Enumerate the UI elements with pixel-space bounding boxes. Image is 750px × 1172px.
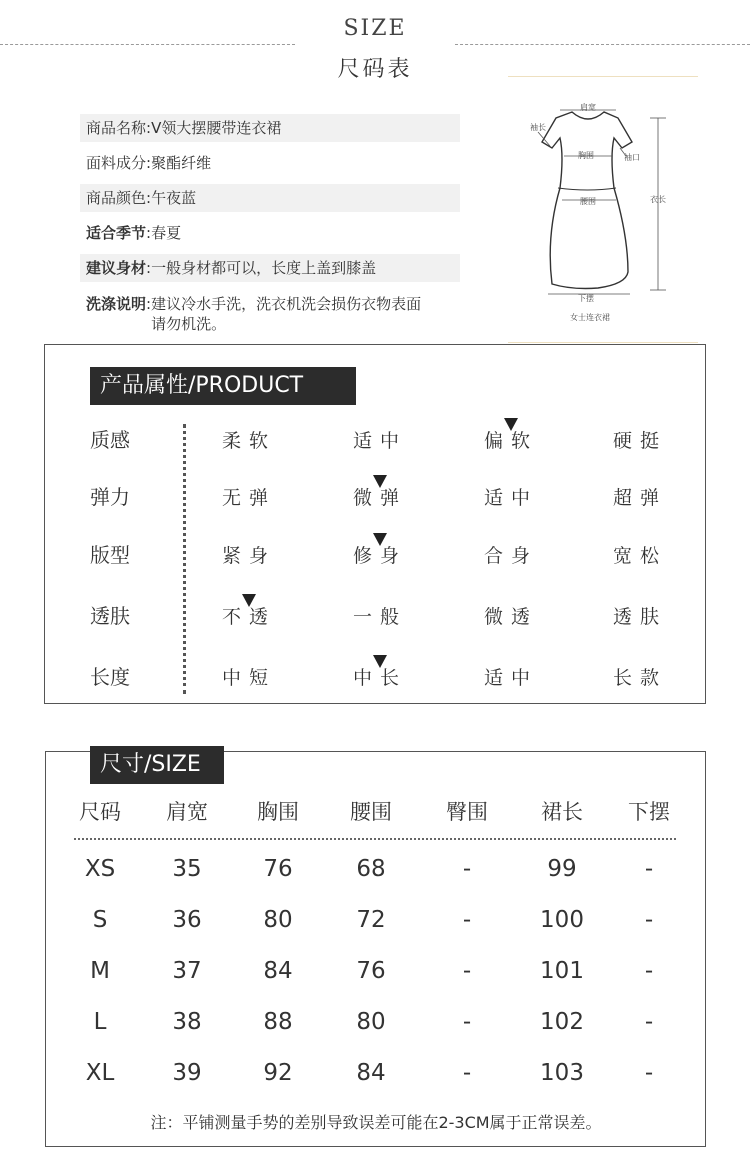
attribute-option: 不透	[222, 606, 277, 628]
attribute-option: 微透	[484, 606, 539, 628]
header-title-zh: 尺码表	[337, 57, 413, 82]
info-row-wash: 洗涤说明:建议冷水手洗，洗衣机洗会损伤衣物表面 请勿机洗。	[80, 290, 460, 336]
size-cell: 38	[172, 1009, 202, 1035]
selected-marker-icon	[242, 594, 256, 607]
size-cell: 80	[263, 907, 293, 933]
size-column-header: 尺码	[79, 800, 121, 824]
attribute-option: 中短	[222, 667, 277, 689]
size-row-label: M	[90, 958, 110, 984]
size-cell: 99	[547, 856, 577, 882]
size-cell: 39	[172, 1060, 202, 1086]
info-key: 商品名称	[86, 119, 147, 137]
selected-marker-icon	[373, 655, 387, 668]
info-row-color: 商品颜色:午夜蓝	[80, 184, 460, 212]
diagram-caption: 女士连衣裙	[570, 313, 610, 322]
size-cell: 103	[540, 1060, 584, 1086]
info-value: 午夜蓝	[151, 189, 197, 207]
product-divider	[183, 424, 186, 694]
attribute-option: 长款	[613, 667, 668, 689]
info-key: 适合季节	[86, 224, 147, 242]
label-hem: 下摆	[578, 294, 594, 303]
size-cell: -	[462, 907, 472, 933]
size-cell: -	[462, 856, 472, 882]
size-column-header: 胸围	[257, 800, 299, 824]
size-cell: -	[462, 1009, 472, 1035]
label-cuff: 袖口	[624, 153, 640, 162]
header-title-en: SIZE	[343, 16, 407, 41]
info-value: 春夏	[151, 224, 182, 242]
attribute-option: 适中	[484, 487, 539, 509]
size-cell: 72	[356, 907, 386, 933]
attribute-option: 中长	[353, 667, 408, 689]
attribute-option: 修身	[353, 545, 408, 567]
size-title: 尺寸/SIZE	[90, 746, 224, 784]
size-cell: 35	[172, 856, 202, 882]
size-cell: -	[644, 1009, 654, 1035]
attribute-label: 长度	[90, 665, 130, 689]
label-sleeve-length: 袖长	[530, 123, 546, 132]
attribute-option: 无弹	[222, 487, 277, 509]
info-row-name: 商品名称:V领大摆腰带连衣裙	[80, 114, 460, 142]
info-key: 洗涤说明	[86, 295, 147, 313]
header-divider-right	[455, 44, 750, 45]
size-row-label: XL	[85, 1060, 115, 1086]
dress-outline-svg	[508, 76, 698, 344]
size-cell: 80	[356, 1009, 386, 1035]
size-cell: 37	[172, 958, 202, 984]
attribute-option: 透肤	[613, 606, 668, 628]
attribute-label: 版型	[90, 543, 130, 567]
size-cell: 102	[540, 1009, 584, 1035]
attribute-option: 合身	[484, 545, 539, 567]
size-cell: 76	[356, 958, 386, 984]
size-cell: 76	[263, 856, 293, 882]
label-chest: 胸围	[578, 151, 594, 160]
size-cell: 100	[540, 907, 584, 933]
size-cell: -	[644, 1060, 654, 1086]
size-column-header: 臀围	[446, 800, 488, 824]
info-row-body: 建议身材:一般身材都可以，长度上盖到膝盖	[80, 254, 460, 282]
attribute-label: 弹力	[90, 485, 130, 509]
size-column-header: 肩宽	[166, 800, 208, 824]
size-row-label: S	[92, 907, 108, 933]
size-cell: -	[644, 958, 654, 984]
attribute-option: 超弹	[613, 487, 668, 509]
size-row-label: XS	[84, 856, 116, 882]
selected-marker-icon	[373, 475, 387, 488]
size-cell: 84	[356, 1060, 386, 1086]
attribute-option: 微弹	[353, 487, 408, 509]
attribute-option: 柔软	[222, 430, 277, 452]
product-title: 产品属性/PRODUCT	[90, 367, 356, 405]
attribute-label: 透肤	[90, 604, 130, 628]
label-length: 衣长	[650, 195, 666, 204]
attribute-option: 宽松	[613, 545, 668, 567]
header-divider-left	[0, 44, 295, 45]
dress-diagram	[508, 76, 698, 344]
size-column-header: 下摆	[628, 800, 670, 824]
size-cell: -	[462, 958, 472, 984]
attribute-option: 适中	[353, 430, 408, 452]
selected-marker-icon	[504, 418, 518, 431]
attribute-option: 一般	[353, 606, 408, 628]
info-key: 面料成分	[86, 154, 147, 172]
size-note: 注：平铺测量手势的差别导致误差可能在2-3CM属于正常误差。	[150, 1113, 602, 1132]
attribute-option: 偏软	[484, 430, 539, 452]
attribute-option: 适中	[484, 667, 539, 689]
size-column-header: 腰围	[350, 800, 392, 824]
info-key: 商品颜色	[86, 189, 147, 207]
info-value: 聚酯纤维	[151, 154, 212, 172]
size-cell: 101	[540, 958, 584, 984]
attribute-option: 硬挺	[613, 430, 668, 452]
info-value: 建议冷水手洗，洗衣机洗会损伤衣物表面 请勿机洗。	[151, 295, 422, 333]
info-value: V领大摆腰带连衣裙	[151, 119, 282, 137]
size-header-divider	[74, 838, 676, 840]
size-cell: 88	[263, 1009, 293, 1035]
info-row-season: 适合季节:春夏	[80, 219, 460, 247]
size-cell: -	[644, 907, 654, 933]
size-row-label: L	[93, 1009, 107, 1035]
attribute-label: 质感	[90, 428, 130, 452]
label-shoulder: 肩宽	[580, 103, 596, 112]
size-cell: 92	[263, 1060, 293, 1086]
size-cell: -	[644, 856, 654, 882]
size-cell: 68	[356, 856, 386, 882]
label-waist: 腰围	[580, 197, 596, 206]
attribute-option: 紧身	[222, 545, 277, 567]
size-cell: 36	[172, 907, 202, 933]
size-cell: 84	[263, 958, 293, 984]
size-cell: -	[462, 1060, 472, 1086]
info-row-fabric: 面料成分:聚酯纤维	[80, 149, 460, 177]
info-key: 建议身材	[86, 259, 147, 277]
info-value: 一般身材都可以，长度上盖到膝盖	[151, 259, 377, 277]
size-column-header: 裙长	[541, 800, 583, 824]
selected-marker-icon	[373, 533, 387, 546]
